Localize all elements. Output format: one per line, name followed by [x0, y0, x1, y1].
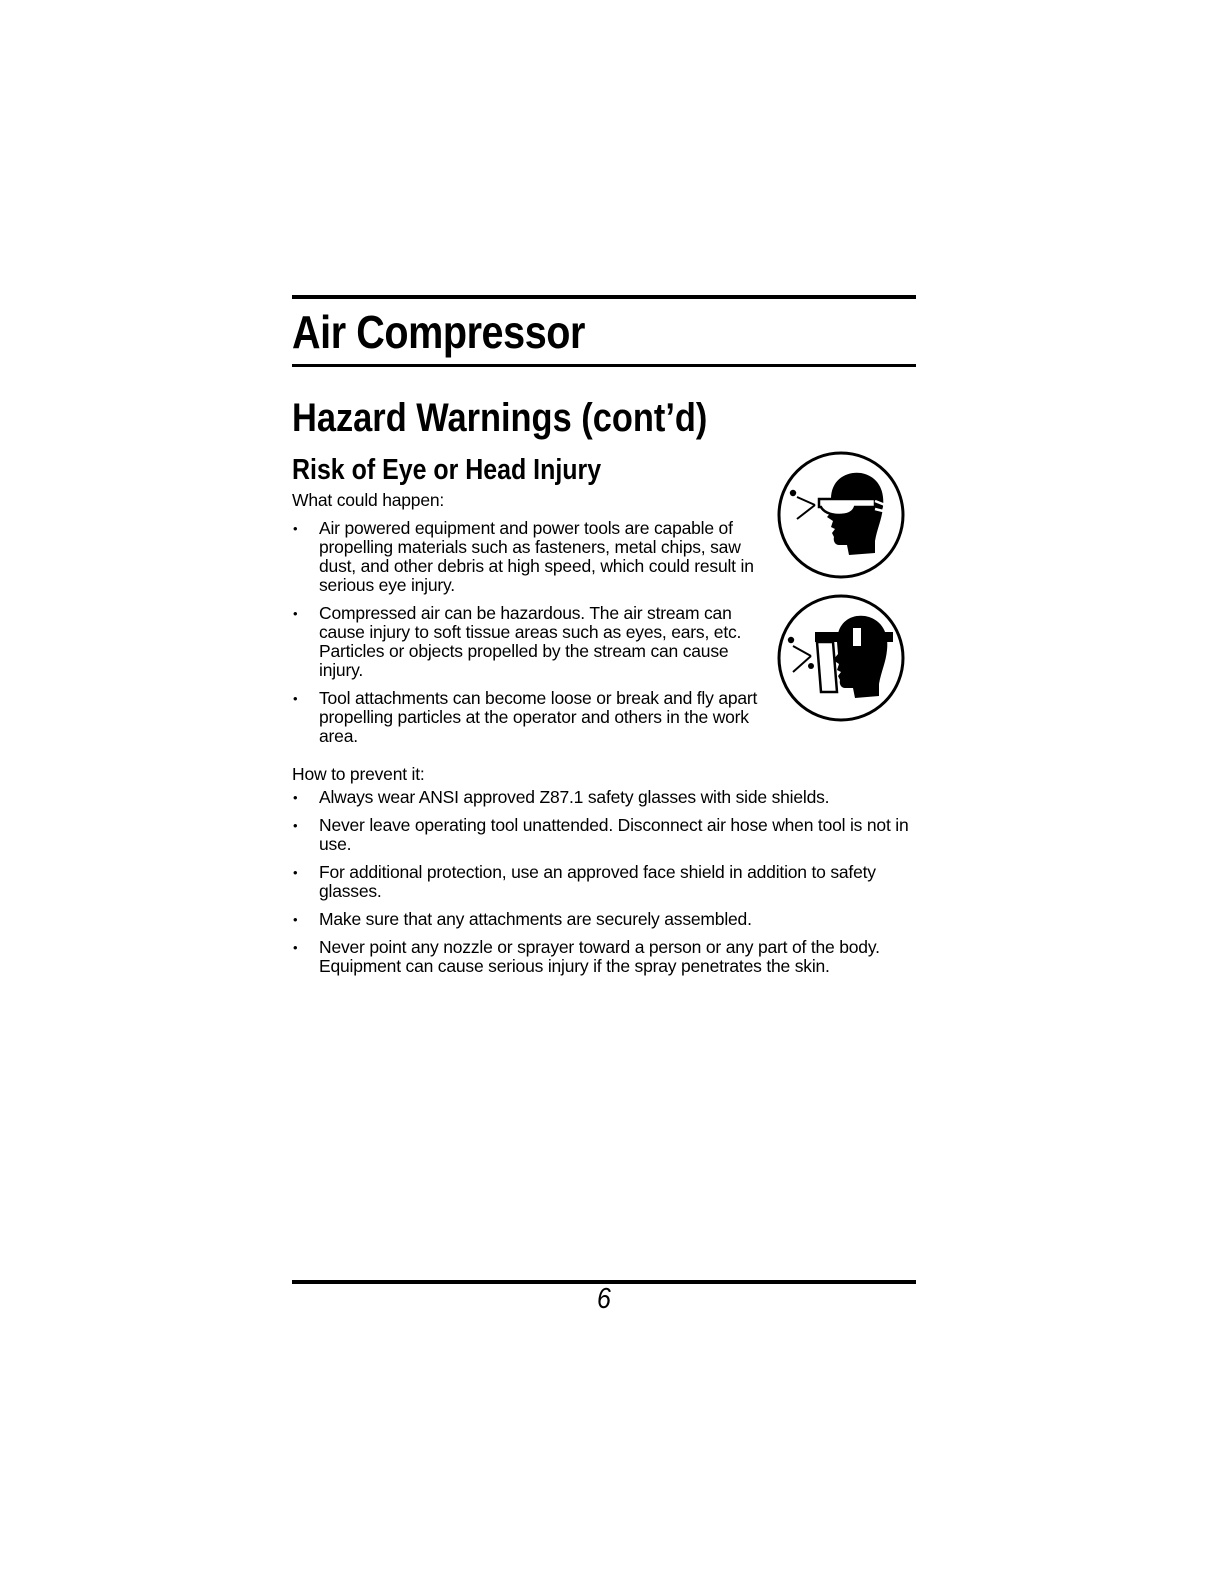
list-item: • Always wear ANSI approved Z87.1 safety glasses with side shields. — [292, 788, 916, 807]
title-underline — [292, 364, 916, 367]
list-item: • Air powered equipment and power tools are capable of propelling materials such as fasteners, metal chips, saw dust, and other debris at high speed, which could result in serious eye injury. — [292, 519, 770, 595]
face-shield-pictogram-icon — [775, 592, 907, 724]
what-could-happen-list — [292, 519, 770, 755]
list-item: • Never point any nozzle or sprayer toward a person or any part of the body. Equipment can cause serious injury if the spray penetrates the skin. — [292, 938, 916, 976]
page-number: 6 — [597, 1283, 611, 1315]
top-rule — [292, 295, 916, 299]
what-could-happen-label: What could happen: — [292, 490, 445, 510]
list-item: • Never leave operating tool unattended. Disconnect air hose when tool is not in use. — [292, 816, 916, 854]
list-item: • For additional protection, use an approved face shield in addition to safety glasses. — [292, 863, 916, 901]
subsection-title: Risk of Eye or Head Injury — [292, 454, 602, 486]
list-item: • Tool attachments can become loose or break and fly apart propelling particles at the operator and others in the work area. — [292, 689, 770, 746]
document-title: Air Compressor — [292, 306, 585, 358]
how-to-prevent-label: How to prevent it: — [292, 764, 425, 784]
section-title: Hazard Warnings (cont’d) — [292, 396, 708, 440]
list-item: • Make sure that any attachments are securely assembled. — [292, 910, 916, 929]
list-item: • Compressed air can be hazardous. The air stream can cause injury to soft tissue areas such as eyes, ears, etc. Particles or objects propelled by the stream can cause injury. — [292, 604, 770, 680]
how-to-prevent-list — [292, 788, 916, 985]
safety-glasses-pictogram-icon — [775, 449, 907, 581]
